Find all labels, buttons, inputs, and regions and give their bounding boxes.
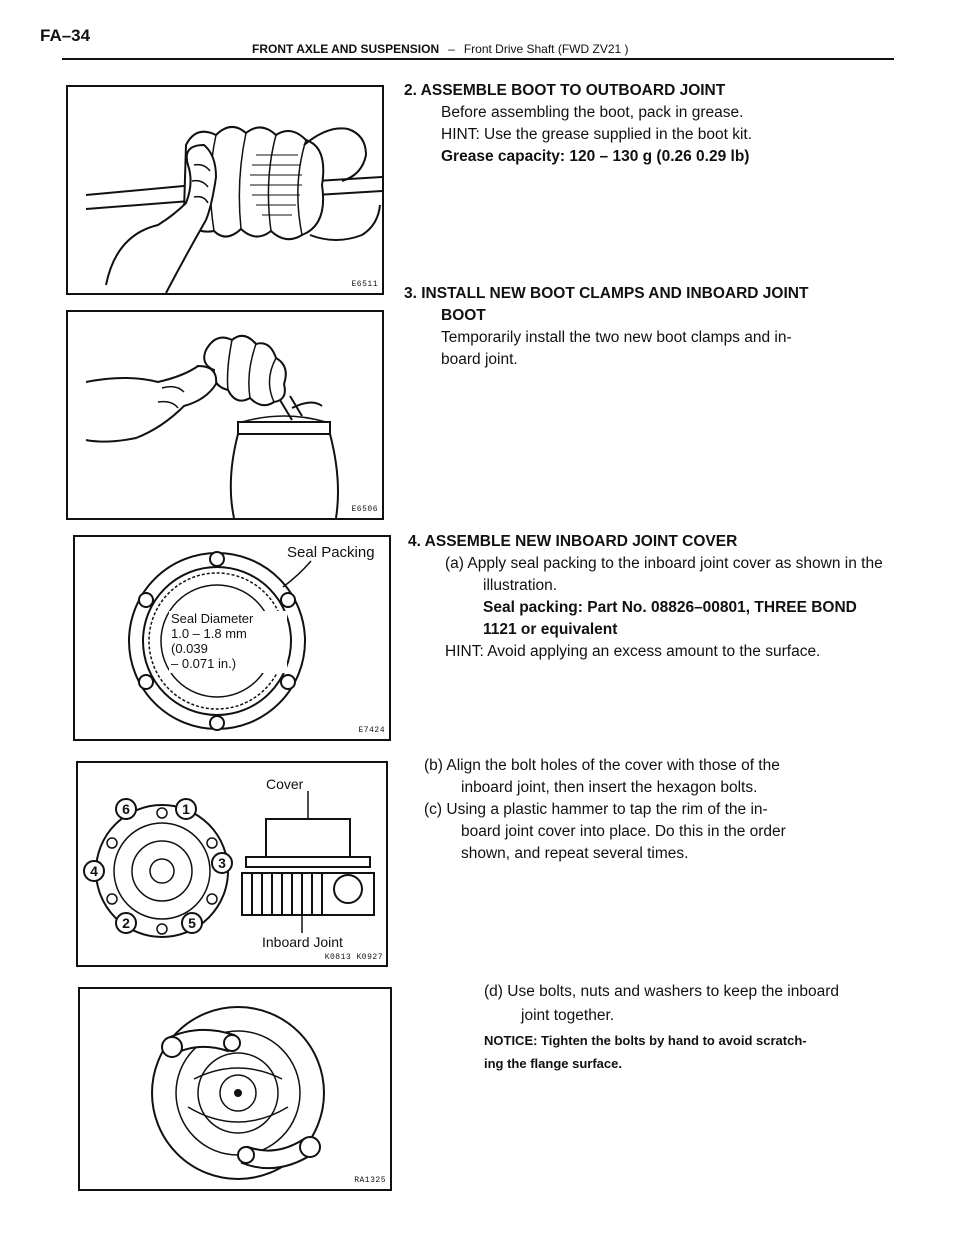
figure-code: RA1325 [354, 1176, 386, 1185]
figure-code: E6506 [351, 505, 378, 514]
step-4-hint: HINT: Avoid applying an excess amount to the surface. [445, 643, 821, 660]
bolt-order-6 [116, 799, 136, 819]
header-rule [62, 58, 894, 60]
step-c [424, 799, 786, 865]
figure-bolts-nuts-washers [78, 987, 392, 1191]
step-b-line2: inboard joint, then insert the hexagon bolts. [461, 779, 758, 796]
cover-bolt-order-illustration [76, 761, 388, 967]
seal-diameter-imperial-start: (0.039 [171, 641, 208, 656]
step-b [424, 755, 780, 799]
cover-label: Cover [266, 776, 304, 792]
step-4-spec-line2: 1121 or equivalent [483, 621, 618, 638]
step-3-text-line1: Temporarily install the two new boot clamps and in- [441, 329, 792, 346]
inboard-boot-illustration [66, 310, 384, 520]
step-d-notice-line1: NOTICE: Tighten the bolts by hand to avoid scratch- [484, 1033, 807, 1048]
step-4-title: 4. ASSEMBLE NEW INBOARD JOINT COVER [408, 533, 738, 550]
step-4a-line1: (a) Apply seal packing to the inboard joint cover as shown in the [445, 555, 883, 572]
inboard-joint-label: Inboard Joint [262, 934, 343, 950]
step-d-notice-line2: ing the flange surface. [484, 1056, 622, 1071]
seal-packing-label: Seal Packing [287, 544, 375, 561]
page-number: FA–34 [40, 26, 91, 45]
svg-text:2: 2 [122, 915, 130, 931]
step-2-hint: HINT: Use the grease supplied in the boot kit. [441, 126, 753, 143]
bolt-order-2 [116, 913, 136, 933]
figure-boot-grease [66, 85, 384, 295]
step-d-line1: (d) Use bolts, nuts and washers to keep the inboard [484, 983, 839, 1000]
header-subsection: Front Drive Shaft (FWD ZV21 ) [463, 42, 629, 56]
step-c-line3: shown, and repeat several times. [461, 845, 689, 862]
bolt-order-3 [212, 853, 232, 873]
figure-code: E7424 [358, 726, 385, 735]
step-c-line2: board joint cover into place. Do this in the order [461, 823, 786, 840]
step-4a-line2: illustration. [483, 577, 558, 594]
step-d [484, 981, 839, 1075]
svg-text:3: 3 [218, 855, 226, 871]
step-b-line1: (b) Align the bolt holes of the cover with those of the [424, 757, 780, 774]
boot-grease-illustration [66, 85, 384, 295]
step-c-line1: (c) Using a plastic hammer to tap the rim of the in- [424, 801, 768, 818]
svg-text:6: 6 [122, 801, 130, 817]
bolt-order-5 [182, 913, 202, 933]
step-d-line2: joint together. [521, 1007, 615, 1024]
svg-text:1: 1 [182, 801, 190, 817]
header-separator: – [448, 42, 455, 56]
figure-code: K0813 K0927 [324, 953, 383, 962]
step-3 [404, 283, 808, 371]
figure-inboard-boot [66, 310, 384, 520]
header-section: FRONT AXLE AND SUSPENSION [252, 42, 440, 56]
step-3-title: 3. INSTALL NEW BOOT CLAMPS AND INBOARD JOINT [404, 285, 809, 302]
figure-code: E6511 [351, 280, 378, 289]
step-2-text: Before assembling the boot, pack in grease. [441, 104, 744, 121]
svg-text:4: 4 [90, 863, 98, 879]
seal-packing-illustration [73, 535, 391, 741]
bolt-order-1 [176, 799, 196, 819]
bolt-order-4 [84, 861, 104, 881]
step-4-spec-line1: Seal packing: Part No. 08826–00801, THREE BOND [483, 599, 857, 616]
figure-seal-packing [73, 535, 391, 741]
step-3-text-line2: board joint. [441, 351, 518, 368]
seal-diameter-metric: 1.0 – 1.8 mm [171, 626, 247, 641]
step-2-spec: Grease capacity: 120 – 130 g (0.26 0.29 lb) [441, 148, 750, 165]
seal-diameter-label: Seal Diameter [171, 611, 254, 626]
step-4 [408, 531, 883, 663]
step-3-title-cont: BOOT [441, 307, 486, 324]
seal-diameter-imperial-end: – 0.071 in.) [171, 656, 237, 671]
bolts-nuts-washers-illustration [78, 987, 392, 1191]
figure-cover-bolt-order [76, 761, 388, 967]
step-2 [404, 80, 752, 168]
running-header [252, 42, 629, 56]
svg-text:5: 5 [188, 915, 196, 931]
step-2-title: 2. ASSEMBLE BOOT TO OUTBOARD JOINT [404, 82, 726, 99]
